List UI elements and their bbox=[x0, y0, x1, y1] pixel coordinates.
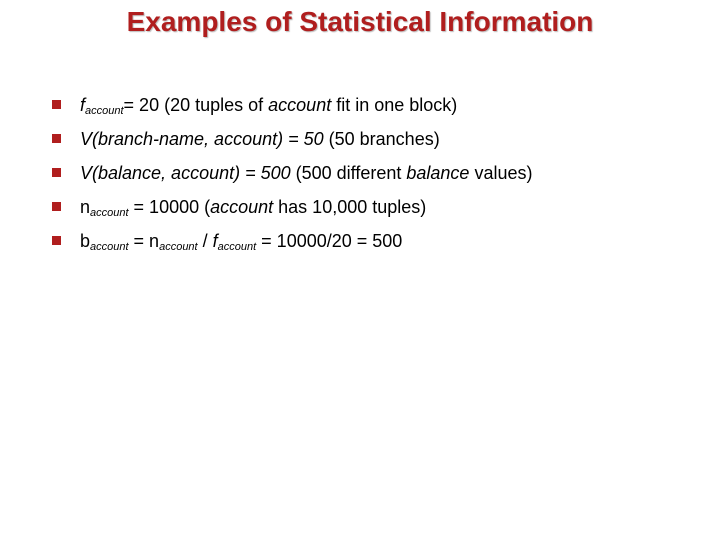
square-bullet-icon bbox=[52, 202, 61, 211]
text-segment: = 10000 ( bbox=[128, 197, 211, 217]
f-symbol: f bbox=[80, 95, 86, 115]
text-segment: (500 different bbox=[290, 163, 407, 183]
italic-term: V(balance, account) = 500 bbox=[80, 163, 291, 183]
text-segment: (50 branches) bbox=[323, 129, 440, 149]
bullet-text bbox=[80, 122, 440, 156]
text-segment: = 10000/20 = 500 bbox=[256, 231, 403, 251]
text-segment: values) bbox=[469, 163, 533, 183]
square-bullet-icon bbox=[52, 168, 61, 177]
square-bullet-icon bbox=[52, 100, 61, 109]
text-segment: = n bbox=[128, 231, 160, 251]
italic-term: account bbox=[268, 95, 332, 115]
square-bullet-icon bbox=[52, 134, 61, 143]
b-symbol: b bbox=[80, 231, 91, 251]
text-segment: fit in one block) bbox=[331, 95, 458, 115]
bullet-text bbox=[80, 156, 532, 190]
text-segment: / bbox=[197, 231, 213, 251]
italic-term: V(branch-name, account) = 50 bbox=[80, 129, 324, 149]
subscript: account bbox=[85, 105, 124, 117]
text-segment: has 10,000 tuples) bbox=[273, 197, 427, 217]
italic-term: balance bbox=[406, 163, 470, 183]
bullet-text bbox=[80, 88, 457, 122]
n-symbol: n bbox=[80, 197, 91, 217]
f-symbol: f bbox=[212, 231, 218, 251]
bullet-text bbox=[80, 190, 426, 224]
subscript: account bbox=[90, 241, 129, 253]
subscript: account bbox=[90, 207, 129, 219]
square-bullet-icon bbox=[52, 236, 61, 245]
bullet-text bbox=[80, 224, 402, 258]
italic-term: account bbox=[210, 197, 274, 217]
text-segment: = 20 (20 tuples of bbox=[123, 95, 269, 115]
subscript: account bbox=[159, 241, 198, 253]
subscript: account bbox=[217, 241, 257, 253]
slide-title: Examples of Statistical Information bbox=[126, 6, 594, 37]
